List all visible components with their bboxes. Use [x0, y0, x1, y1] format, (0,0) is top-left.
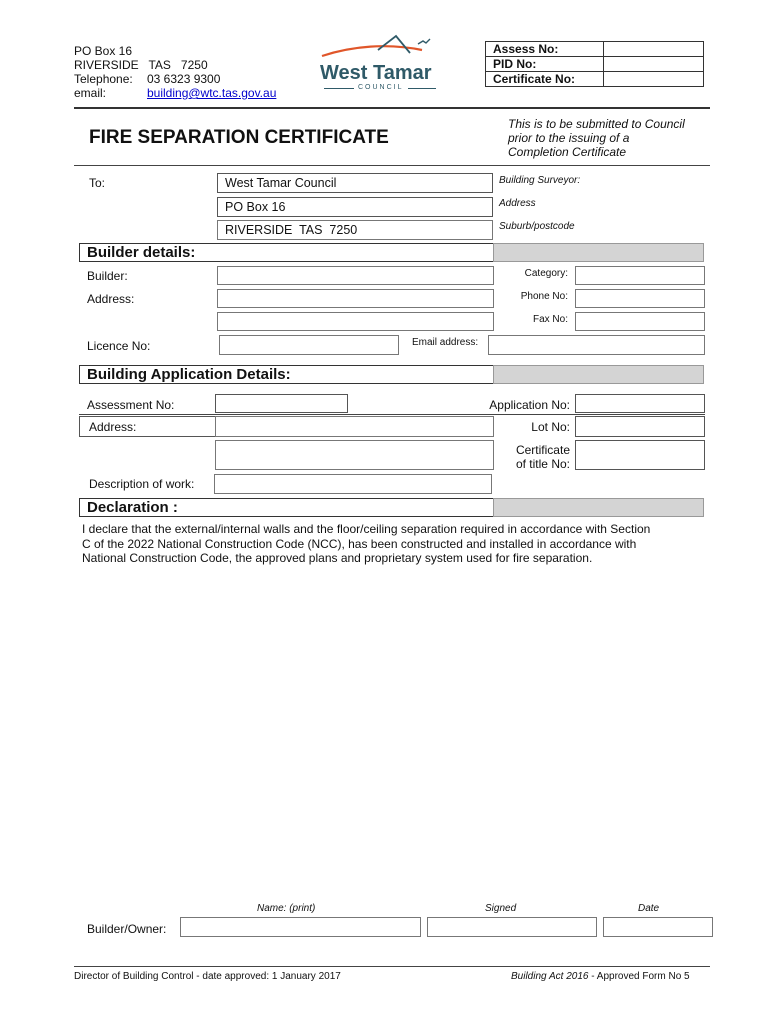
category-label: Category: [524, 268, 568, 279]
telephone-label: Telephone: [74, 72, 133, 86]
declaration-text-line2: C of the 2022 National Construction Code (NCC), has been constructed and installed in accordance with [82, 537, 637, 551]
to-address-field[interactable]: PO Box 16 [217, 197, 493, 217]
builder-address-field-2[interactable] [217, 312, 494, 331]
to-suburb-field[interactable]: RIVERSIDE TAS 7250 [217, 220, 493, 240]
builder-heading-shade [493, 243, 704, 262]
declaration-text-line3: National Construction Code, the approved plans and proprietary system used for fire separation. [82, 551, 593, 565]
pid-no-field[interactable] [605, 58, 702, 70]
licence-label: Licence No: [87, 339, 151, 353]
application-address-label: Address: [89, 420, 137, 434]
building-surveyor-caption: Building Surveyor: [499, 175, 581, 186]
email-label: email: [74, 86, 107, 100]
reference-box [485, 41, 704, 87]
signed-caption: Signed [485, 903, 517, 914]
application-no-field[interactable] [575, 394, 705, 413]
phone-label: Phone No: [520, 291, 568, 302]
address-caption: Address [499, 198, 536, 209]
title-bottom-rule [74, 165, 710, 166]
title-note-line2: prior to the issuing of a [508, 131, 630, 145]
certificate-title-label-line1: Certificate [515, 443, 570, 457]
fax-label: Fax No: [532, 314, 568, 325]
builder-address-field-1[interactable] [217, 289, 494, 308]
footer-form-number: - Approved Form No 5 [588, 971, 690, 982]
to-label: To: [89, 176, 106, 190]
phone-field[interactable] [575, 289, 705, 308]
assessment-no-label: Assessment No: [87, 398, 175, 412]
footer-approval-text: Director of Building Control - date approved: 1 January 2017 [74, 971, 341, 982]
certificate-title-label-line2: of title No: [515, 457, 570, 471]
title-top-rule [74, 107, 710, 109]
signature-field[interactable] [427, 917, 597, 937]
application-address-field-1[interactable] [215, 416, 494, 437]
assess-no-field[interactable] [605, 43, 702, 55]
title-note-line3: Completion Certificate [508, 145, 627, 159]
name-print-caption: Name: (print) [257, 903, 316, 914]
logo-council-text: COUNCIL [354, 84, 408, 91]
to-surveyor-field[interactable]: West Tamar Council [217, 173, 493, 193]
council-address-line2: RIVERSIDE TAS 7250 [74, 58, 208, 72]
application-heading-shade [493, 365, 704, 384]
name-print-field[interactable] [180, 917, 421, 937]
declaration-heading-shade [493, 498, 704, 517]
assessment-no-field[interactable] [215, 394, 348, 413]
page-title: FIRE SEPARATION CERTIFICATE [89, 127, 389, 148]
date-field[interactable] [603, 917, 713, 937]
footer-act-name: Building Act 2016 [511, 971, 589, 982]
declaration-text-line1: I declare that the external/internal walls and the floor/ceiling separation required in accordance with Section [82, 522, 651, 536]
category-field[interactable] [575, 266, 705, 285]
west-tamar-logo [318, 34, 440, 100]
certificate-no-field[interactable] [605, 73, 702, 85]
suburb-postcode-caption: Suburb/postcode [499, 221, 575, 232]
address-label-cell [79, 416, 216, 437]
description-of-work-field[interactable] [214, 474, 492, 494]
builder-address-label: Address: [87, 292, 135, 306]
footer-form-ref [511, 971, 690, 983]
declaration-heading: Declaration : [79, 498, 494, 517]
lot-no-label: Lot No: [531, 420, 570, 434]
title-note-line1: This is to be submitted to Council [508, 117, 685, 131]
builder-owner-label: Builder/Owner: [87, 922, 167, 936]
description-of-work-label: Description of work: [89, 477, 195, 491]
builder-field[interactable] [217, 266, 494, 285]
email-address-label: Email address: [412, 337, 479, 348]
builder-email-field[interactable] [488, 335, 705, 355]
logo-name: West Tamar [320, 62, 432, 84]
application-details-heading: Building Application Details: [79, 365, 494, 384]
address-row-top-rule [79, 414, 705, 415]
telephone-value: 03 6323 9300 [147, 72, 221, 86]
builder-label: Builder: [87, 269, 128, 283]
council-address-line1: PO Box 16 [74, 44, 133, 58]
email-link[interactable]: building@wtc.tas.gov.au [147, 86, 277, 100]
builder-details-heading: Builder details: [79, 243, 494, 262]
licence-field[interactable] [219, 335, 399, 355]
date-caption: Date [638, 903, 660, 914]
application-address-field-2[interactable] [215, 440, 494, 470]
application-no-label: Application No: [489, 398, 570, 412]
lot-no-field[interactable] [575, 416, 705, 437]
footer-rule [74, 966, 710, 967]
pid-no-label: PID No: [493, 57, 537, 71]
assess-no-label: Assess No: [493, 42, 559, 56]
certificate-no-label: Certificate No: [493, 72, 576, 86]
fax-field[interactable] [575, 312, 705, 331]
certificate-title-field[interactable] [575, 440, 705, 470]
